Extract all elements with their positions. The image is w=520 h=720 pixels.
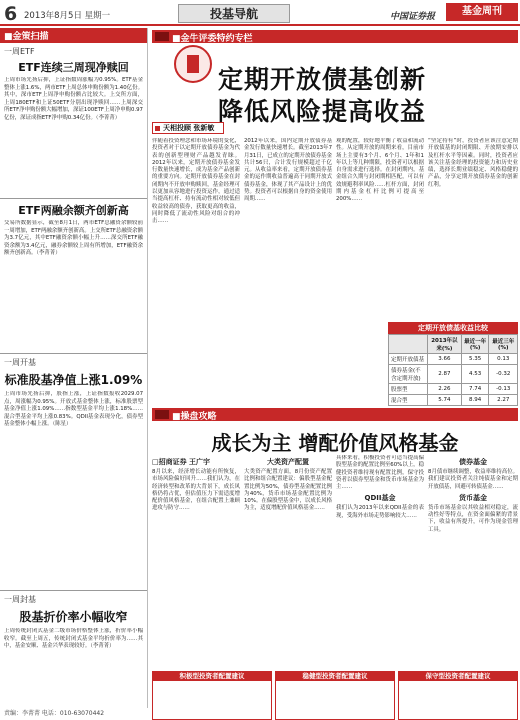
table-cell: 债券基金(不含定期开放) <box>389 365 428 384</box>
article4-kicker: 一周封基 <box>4 595 36 604</box>
table-row <box>389 354 518 365</box>
strategy-col-4-text-b: 货币市场基金以其收益相对稳定，流动性好等特点，在资金面偏紧的背景下，收益有所提升，可作为现金管理工具。 <box>428 504 518 533</box>
article2-body: 交易所数据显示，截至8月1日，两市ETF总融资余额较前一周增加，ETF两融余额齐创新高。上交所ETF总融资余额为3.7亿元，其中ETF融资余额小幅上升……深交所ETF融资余额为3.4亿元，融券余额较上周有所增加，ETF融资余额齐创新高。（李菁菁） <box>4 220 143 256</box>
qdii-heading: QDII基金 <box>364 494 396 503</box>
table-cell: 2.27 <box>489 395 518 406</box>
article3-kicker: 一周开基 <box>4 358 36 367</box>
table-row <box>389 365 518 384</box>
balanced-allocation-title: 稳健型投资者配置建议 <box>276 672 394 681</box>
table-row <box>389 395 518 406</box>
feature-col-1: 伴随着投资理念和市场环境的变化，投资者对于以定期开放债券基金为代表的创新型理财产品越发青睐。2012年以来，定期开放债券基金发行数量快速增长，成为基金产品创新的重要方向。定期开放债券基金在封闭期内不开放申购赎回，基金经理可以更加从容地进行投资运作，通过适当提高杠杆、持有流动性相对较低但收益较高的债券，获取更高的收益，同时降低了流动性风险对组合的冲击…… <box>152 138 240 225</box>
table-header-row <box>389 335 518 354</box>
table-row <box>389 384 518 395</box>
strategy-section-bar <box>152 408 518 421</box>
article4-body: 上周传统封闭式基金二级市场价格整体上涨，折价率小幅收窄。截至上周五，传统封闭式基金平均折价率为……其中，基金安顺、基金兴华表现较好。（李菁菁） <box>4 628 143 649</box>
table-header: 2013年以来(%) <box>427 335 461 354</box>
table-cell: 混合型 <box>389 395 428 406</box>
feature-col-3: 观的配置，较好地平衡了收益和流动性。从定期开放的周期来看，目前市场上主要有3个月、6个月、1年和1年以上等几种期限，投资者可以根据自身需求进行选择。在封闭期内，基金组合久期与封闭期相匹配，可以有效规避利率风险……杠杆方面，封闭期内基金杠杆比例可提高至200%…… <box>336 138 424 203</box>
article3-title: 标准股基净值上涨1.09% <box>4 373 143 387</box>
table-header <box>389 335 428 354</box>
table-cell: 5.74 <box>427 395 461 406</box>
aggressive-allocation-title: 积极型投资者配置建议 <box>153 672 271 681</box>
table-cell: -0.32 <box>489 365 518 384</box>
strategy-col-4-text: 8月债市继续调整，收益率维持高位。我们建议投资者关注纯债基金和定期开放债基，回避可转债基金…… <box>428 469 518 490</box>
feature-col-4: “坚定持有”时，投资者应该注意定期开放债基的封闭期限、开放期安排以及杠杆水平等因素。同时，投资者应该关注基金经理的投资能力和历史业绩，选择长期业绩稳定、风格稳健的产品，分享定期开放债券基金的创新红利。 <box>428 138 518 188</box>
left-column <box>0 28 148 720</box>
column-label: ■金策扫描 <box>0 28 147 43</box>
table-cell: 定期开放债基 <box>389 354 428 365</box>
strategy-col-1 <box>152 455 240 667</box>
feature-byline: 天相投顾 张新敏 <box>152 122 224 134</box>
page-number: 6 <box>4 3 18 25</box>
bond-fund-heading: 债券基金 <box>459 458 487 466</box>
table-cell: 7.74 <box>461 384 489 395</box>
strategy-col-3-text-b: 我们认为2013年以来QDII基金的表现，受海外市场走势影响较大…… <box>336 505 424 519</box>
strategy-col-3-text: 具体来看，积极投资者可适当提高偏股型基金的配置比例至60%以上，稳健投资者维持现有配置比例，保守投资者以债券型基金和货币市场基金为主…… <box>336 455 424 491</box>
table-cell: 0.13 <box>489 354 518 365</box>
page-header <box>0 0 520 26</box>
conservative-allocation-box <box>398 671 518 720</box>
feature-headline-line1: 定期开放债基创新 <box>218 65 427 94</box>
article1-title: ETF连续三周现净赎回 <box>18 61 129 74</box>
money-fund-heading: 货币基金 <box>459 493 487 502</box>
article1-body: 上周市场先扬后抑，上证指数周涨幅为0.95%。ETF基金整体上涨1.6%，两市ETF上周总体申购份额为1.40亿份。其中，深市ETF上周净申购份额占比较大。上交所方面，上周180ETF和上证50ETF分别出现净赎回……上周深交所ETF净申购份额大幅增加，深证100ETF上周净申购0.97亿份，深证成指ETF净申购0.34亿份。（李菁菁） <box>4 77 143 121</box>
weekly-brand: 基金周刊 <box>446 3 518 21</box>
feature-col-2: 2012年以来，国内定期开放债券基金发行数量快速增长。截至2013年7月31日，已成立的定期开放债券基金共计56只，合计发行规模超过千亿元。从收益率来看，定期开放债券基金的运作期收益普遍高于同期开放式债券基金，体现了其产品设计上的优势。投资者可以根据自身的资金使用周期…… <box>244 138 332 203</box>
feature-section-label: ■金牛评委特约专栏 <box>172 34 253 44</box>
strategy-col-2 <box>244 455 332 667</box>
article1-kicker: 一周ETF <box>4 47 35 56</box>
strategy-byline: □招商证券 王广宇 <box>152 458 211 466</box>
conservative-allocation-title: 保守型投资者配置建议 <box>399 672 517 681</box>
allocation-suggestions <box>152 671 518 720</box>
asset-allocation-heading: 大类资产配置 <box>267 458 309 466</box>
table-cell: 5.35 <box>461 354 489 365</box>
table-cell: -0.13 <box>489 384 518 395</box>
returns-table <box>388 322 518 406</box>
table-header: 最近三年(%) <box>489 335 518 354</box>
table-cell: 2.26 <box>427 384 461 395</box>
strategy-headline: 成长为主 增配价值风格基金 <box>211 431 459 455</box>
strategy-col-3 <box>336 455 424 667</box>
article4-title: 股基折价率小幅收窄 <box>19 610 128 624</box>
section-title: 投基导航 <box>178 4 290 23</box>
table-cell: 股票型 <box>389 384 428 395</box>
strategy-col-1-text: 8月以来，经济增长动能有所恢复，市场风险偏好回升……我们认为，在经济转型和改革的大背景下，成长风格仍将占优，但估值压力下需适度增配价值风格基金，在组合配置上兼顾进攻与防守…… <box>152 469 240 512</box>
aggressive-allocation-box <box>152 671 272 720</box>
gold-bull-logo <box>174 45 212 83</box>
feature-section-bar <box>152 30 518 43</box>
table-cell: 8.94 <box>461 395 489 406</box>
table-header: 最近一年(%) <box>461 335 489 354</box>
table-cell: 4.53 <box>461 365 489 384</box>
divider <box>0 198 147 199</box>
table-cell: 3.66 <box>427 354 461 365</box>
table-title: 定期开放债基收益比较 <box>388 322 518 334</box>
divider <box>0 353 147 354</box>
feature-headline-line2: 降低风险提高收益 <box>218 97 427 126</box>
strategy-col-4 <box>428 455 518 667</box>
article2-title: ETF两融余额齐创新高 <box>18 204 129 217</box>
strategy-section-label: ■操盘攻略 <box>172 412 217 422</box>
issue-date: 2013年8月5日 星期一 <box>24 11 111 21</box>
page-footer: 责编：李菁菁 电话：010-63070442 <box>0 708 148 720</box>
article3-body: 上周市场先扬后抑，股指上涨，上证指数报收2029.07点，周涨幅为0.95%。开放式基金整体上涨，标准股票型基金净值上涨1.09%……指数型基金平均上涨1.18%……混合型基金平均上涨0.83%。QDII基金表现分化，债券型基金整体小幅上涨。（陈星） <box>4 391 143 427</box>
table-cell: 2.87 <box>427 365 461 384</box>
strategy-col-2-text: 大类资产配置方面，8月份资产配置比例和组合配置建议：偏股型基金配置比例为50%，债券型基金配置比例为40%，货币市场基金配置比例为10%。在偏股型基金中，以成长风格为主，适度增配价值风格基金…… <box>244 469 332 512</box>
divider <box>0 590 147 591</box>
balanced-allocation-box <box>275 671 395 720</box>
newspaper-name: 中国证券报 <box>390 12 436 22</box>
